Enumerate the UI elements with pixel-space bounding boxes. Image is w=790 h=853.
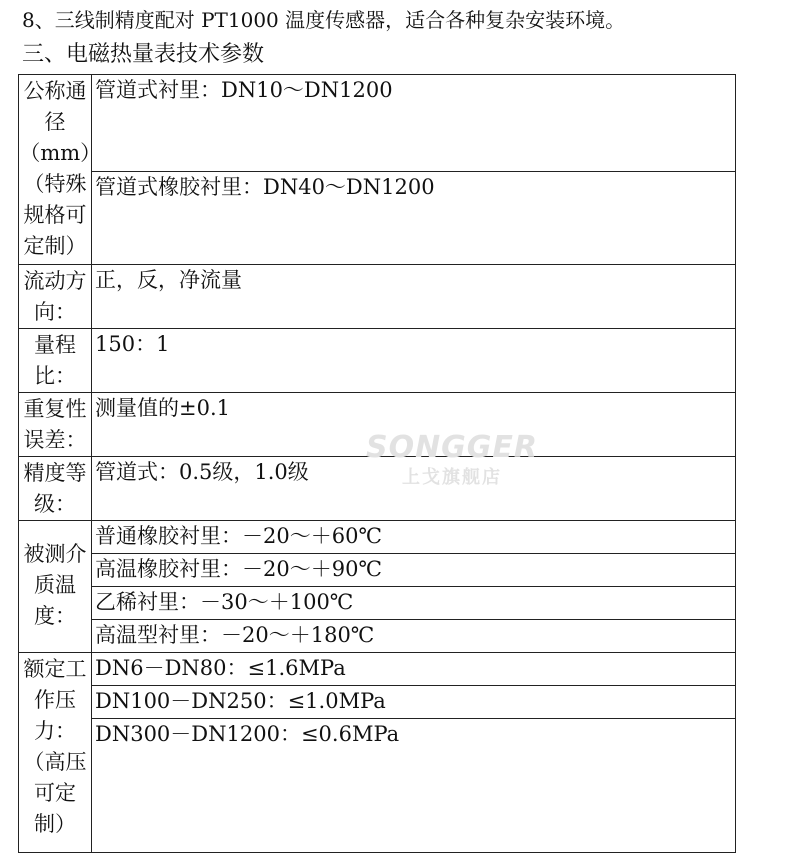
row-value-flow-direction: 正，反，净流量: [92, 265, 736, 329]
row-label-repeatability: 重复性误差：: [19, 393, 92, 457]
medium-temp-item: 高温型衬里：－20～＋180℃: [92, 619, 735, 652]
spec-table: [18, 74, 736, 853]
row-label-medium-temp: 被测介质温度：: [19, 521, 92, 653]
section-title: 三、电磁热量表技术参数: [22, 42, 265, 67]
row-value-repeatability: 测量值的±0.1: [92, 393, 736, 457]
row-label-nominal: 公称通径（mm）（特殊规格可定制）: [19, 75, 92, 265]
row-value-range-ratio: 150：1: [92, 329, 736, 393]
medium-temp-item: 乙稀衬里：－30～＋100℃: [92, 586, 735, 619]
row-label-flow-direction: 流动方向：: [19, 265, 92, 329]
row-label-range-ratio: 量程比：: [19, 329, 92, 393]
table-row: [19, 329, 736, 393]
medium-temp-item: 高温橡胶衬里：－20～＋90℃: [92, 553, 735, 586]
pressure-item: DN300－DN1200：≤0.6MPa: [92, 718, 735, 751]
table-row: [19, 265, 736, 329]
row-value-nominal-2: 管道式橡胶衬里：DN40～DN1200: [92, 172, 736, 265]
watermark-store-name: 上戈旗舰店: [402, 467, 502, 488]
row-label-accuracy: 精度等级：: [19, 457, 92, 521]
table-row: [19, 393, 736, 457]
table-row: [19, 75, 736, 172]
pressure-item: DN100－DN250：≤1.0MPa: [92, 685, 735, 718]
row-value-medium-temp: [92, 521, 736, 653]
intro-line: 8、三线制精度配对 PT1000 温度传感器，适合各种复杂安装环境。: [22, 8, 626, 32]
table-row: [19, 653, 736, 853]
table-row: [19, 521, 736, 653]
pressure-item: DN6－DN80：≤1.6MPa: [95, 656, 346, 680]
table-row: [19, 457, 736, 521]
table-row: [19, 172, 736, 265]
row-value-pressure: [92, 653, 736, 853]
row-value-accuracy: 管道式：0.5级，1.0级: [92, 457, 736, 521]
medium-temp-item: 普通橡胶衬里：－20～＋60℃: [95, 524, 382, 548]
row-label-pressure: 额定工作压力：（高压可定制）: [19, 653, 92, 853]
watermark-brand: SONGGER: [365, 430, 539, 465]
row-value-nominal-1: 管道式衬里：DN10～DN1200: [92, 75, 736, 172]
